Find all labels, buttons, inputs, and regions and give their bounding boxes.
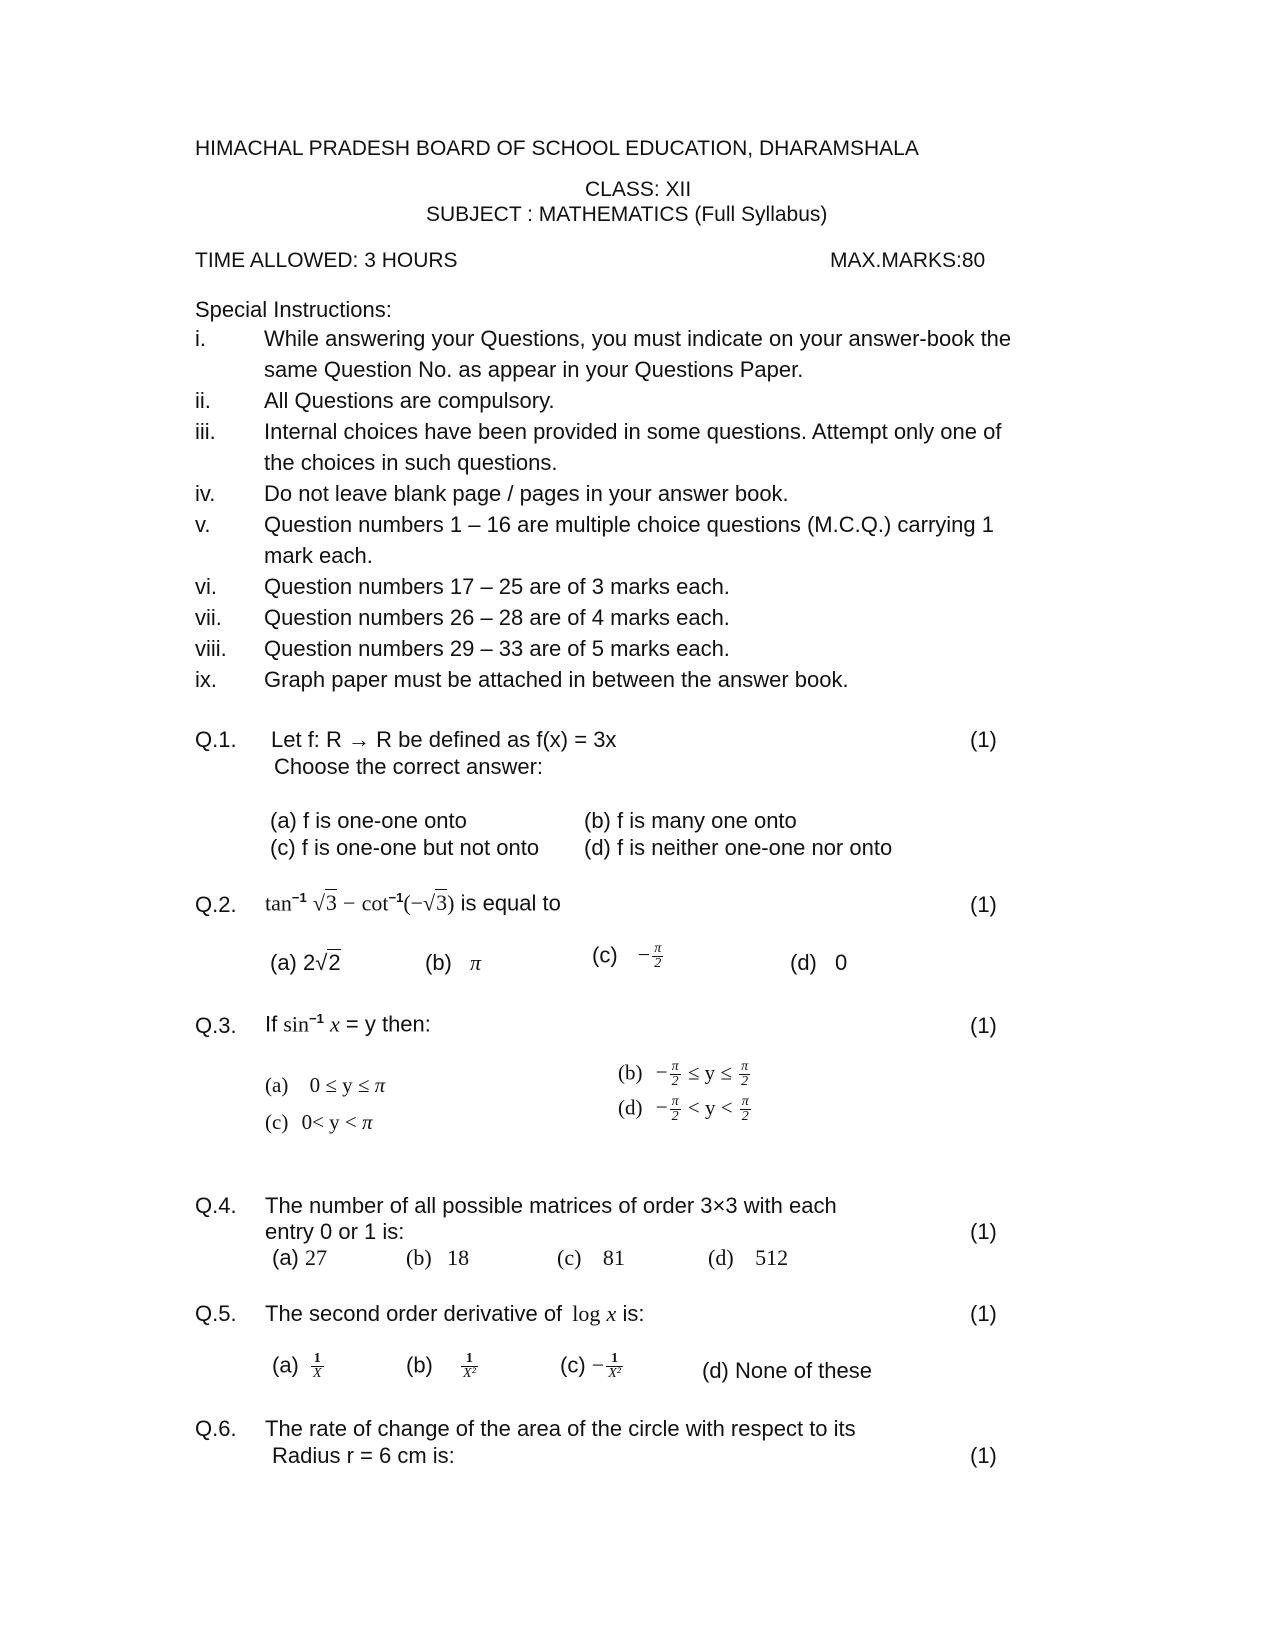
instruction-text: mark each. xyxy=(264,543,373,568)
option-d-value: 512 xyxy=(755,1245,789,1270)
minus-sign: − xyxy=(655,1095,668,1120)
option-b-value: 18 xyxy=(447,1245,470,1270)
option-a-value: 27 xyxy=(305,1245,328,1270)
instruction-num: i. xyxy=(195,326,206,351)
subject-label: SUBJECT : MATHEMATICS (Full Syllabus) xyxy=(426,203,828,226)
option-b xyxy=(425,950,481,976)
instruction-num: vi. xyxy=(195,574,217,599)
question-text: Radius r = 6 cm is: xyxy=(272,1443,455,1468)
minus-sign: − xyxy=(343,890,356,916)
fraction-denominator: 2 xyxy=(671,1109,679,1124)
option-a-label: (a) 2 xyxy=(270,950,316,975)
question-text: Let f: R → R be defined as f(x) = 3x xyxy=(271,727,617,752)
option-d xyxy=(708,1245,788,1271)
time-allowed: TIME ALLOWED: 3 HOURS xyxy=(195,249,458,272)
option-b-label: (b) xyxy=(618,1060,643,1085)
class-label: CLASS: XII xyxy=(585,178,692,201)
fraction-numerator: π xyxy=(654,941,662,956)
option-c-value: 81 xyxy=(602,1245,625,1270)
option-c-label: (c) xyxy=(557,1245,582,1270)
option-a xyxy=(265,1073,385,1098)
option-d-value: 0 xyxy=(835,950,848,975)
instruction-text: All Questions are compulsory. xyxy=(264,388,555,413)
option-c: (c) f is one-one but not onto xyxy=(270,835,540,860)
option-c-label: (c) xyxy=(560,1352,586,1378)
question-marks: (1) xyxy=(970,1301,997,1326)
fraction-numerator: π xyxy=(741,1059,749,1074)
question-expression xyxy=(265,1301,644,1327)
question-marks: (1) xyxy=(970,727,997,752)
instruction-text: Question numbers 17 – 25 are of 3 marks each. xyxy=(264,574,730,599)
question-marks: (1) xyxy=(970,892,997,917)
minus-sign: − xyxy=(655,1060,668,1085)
question-marks: (1) xyxy=(970,1219,997,1244)
question-expression: $\tan^{-1} √3 - \cot^{-1}(-√3)$ is equal to xyxy=(265,890,561,916)
inverse-superscript: −1 xyxy=(309,1011,324,1026)
fraction-denominator: X² xyxy=(608,1366,621,1381)
option-b xyxy=(406,1245,469,1271)
instruction-text: the choices in such questions. xyxy=(264,450,558,475)
instruction-num: ix. xyxy=(195,667,217,692)
question-number: Q.1. xyxy=(195,727,237,752)
minus-sign: − xyxy=(637,942,651,968)
question-number: Q.5. xyxy=(195,1301,237,1326)
option-a-expr: 0 ≤ y ≤ xyxy=(309,1073,370,1097)
question-text: The second order derivative of xyxy=(265,1301,563,1326)
option-a-label: (a) xyxy=(265,1073,289,1097)
option-b-label: (b) xyxy=(406,1352,433,1378)
option-d: (d) f is neither one-one nor onto xyxy=(584,835,893,860)
question-text: The number of all possible matrices of order 3×3 with each xyxy=(265,1193,837,1218)
question-text: The rate of change of the area of the circle with respect to its xyxy=(265,1416,856,1441)
instruction-text: Question numbers 26 – 28 are of 4 marks each. xyxy=(264,605,730,630)
fraction-numerator: π xyxy=(671,1059,679,1074)
instruction-text: Question numbers 1 – 16 are multiple choice questions (M.C.Q.) carrying 1 xyxy=(264,512,994,537)
option-b xyxy=(406,1352,480,1381)
instruction-text: same Question No. as appear in your Questions Paper. xyxy=(264,357,804,382)
instruction-num: iii. xyxy=(195,419,216,444)
fraction-denominator: 2 xyxy=(741,1074,749,1089)
option-c-label: (c) xyxy=(592,942,618,968)
fraction-numerator: 1 xyxy=(461,1352,478,1367)
instruction-text: Question numbers 29 – 33 are of 5 marks each. xyxy=(264,636,730,661)
option-b: (b) f is many one onto xyxy=(584,808,797,833)
option-c xyxy=(557,1245,625,1271)
fraction-denominator: 2 xyxy=(654,956,662,971)
instruction-text: While answering your Questions, you must indicate on your answer-book the xyxy=(264,326,1012,351)
question-number: Q.2. xyxy=(195,892,237,917)
instructions-title: Special Instructions: xyxy=(195,297,392,322)
option-d xyxy=(618,1095,753,1124)
question-marks: (1) xyxy=(970,1013,997,1038)
option-d-mid: < y < xyxy=(687,1095,733,1120)
cot-function: cot xyxy=(361,890,389,916)
question-text: Choose the correct answer: xyxy=(274,754,544,779)
question-tail: is equal to xyxy=(460,890,561,916)
fraction-denominator: X xyxy=(313,1366,322,1381)
option-c xyxy=(265,1110,373,1135)
pi-symbol: π xyxy=(470,950,482,975)
question-marks: (1) xyxy=(970,1443,997,1468)
instruction-num: iv. xyxy=(195,481,216,506)
variable-x: x xyxy=(330,1011,340,1037)
question-tail: = y then: xyxy=(345,1011,431,1037)
instruction-text: Internal choices have been provided in some questions. Attempt only one of xyxy=(264,419,1002,444)
radicand: 3 xyxy=(325,890,337,916)
instruction-num: vii. xyxy=(195,605,222,630)
option-b-mid: ≤ y ≤ xyxy=(687,1060,732,1085)
question-text: entry 0 or 1 is: xyxy=(265,1219,405,1244)
option-a-label: (a) xyxy=(272,1245,299,1270)
option-b-label: (b) xyxy=(425,950,452,975)
option-d-label: (d) xyxy=(708,1245,734,1270)
instruction-text: Graph paper must be attached in between the answer book. xyxy=(264,667,849,692)
fraction-numerator: π xyxy=(671,1094,679,1109)
inverse-superscript: −1 xyxy=(291,890,307,905)
option-c-label: (c) xyxy=(265,1110,289,1134)
question-number: Q.3. xyxy=(195,1013,237,1038)
sin-function: sin xyxy=(283,1011,310,1037)
option-a xyxy=(272,1352,326,1381)
if-word: If xyxy=(265,1011,278,1037)
option-c xyxy=(560,1352,625,1381)
tan-function: tan xyxy=(265,890,292,916)
question-expression xyxy=(265,1011,431,1037)
option-d-label: (d) xyxy=(618,1095,643,1120)
minus-sign: − xyxy=(591,1352,605,1378)
fraction-numerator: 1 xyxy=(311,1352,324,1367)
inverse-superscript: −1 xyxy=(388,890,404,905)
log-function: log xyxy=(572,1301,601,1326)
option-d xyxy=(790,950,847,976)
instruction-num: v. xyxy=(195,512,211,537)
variable-x: x xyxy=(606,1301,617,1326)
question-number: Q.6. xyxy=(195,1416,237,1441)
fraction-denominator: 2 xyxy=(741,1109,749,1124)
instruction-num: viii. xyxy=(195,636,227,661)
option-b xyxy=(618,1060,752,1089)
option-a-label: (a) xyxy=(272,1352,299,1378)
option-b-label: (b) xyxy=(406,1245,432,1270)
fraction-numerator: π xyxy=(741,1094,749,1109)
option-a: (a) f is one-one onto xyxy=(270,808,467,833)
option-c xyxy=(592,942,665,971)
board-title: HIMACHAL PRADESH BOARD OF SCHOOL EDUCATION, DHARAMSHALA xyxy=(195,137,919,160)
question-number: Q.4. xyxy=(195,1193,237,1218)
fraction-denominator: 2 xyxy=(671,1074,679,1089)
close-paren: ) xyxy=(447,890,455,916)
question-tail: is: xyxy=(622,1301,645,1326)
option-d-label: (d) xyxy=(790,950,817,975)
radicand: 3 xyxy=(436,890,448,916)
pi-symbol: π xyxy=(374,1073,386,1097)
option-a: (a) 2√2 xyxy=(270,950,341,975)
open-paren: (− xyxy=(403,890,424,916)
instruction-num: ii. xyxy=(195,388,211,413)
radicand: 2 xyxy=(328,950,341,975)
max-marks: MAX.MARKS:80 xyxy=(830,249,986,272)
option-c-expr: 0< y < xyxy=(301,1110,357,1134)
pi-symbol: π xyxy=(362,1110,373,1134)
instruction-text: Do not leave blank page / pages in your answer book. xyxy=(264,481,789,506)
option-a xyxy=(272,1245,327,1271)
fraction-denominator: X² xyxy=(463,1366,476,1381)
option-d: (d) None of these xyxy=(702,1358,872,1383)
fraction-numerator: 1 xyxy=(606,1352,623,1367)
